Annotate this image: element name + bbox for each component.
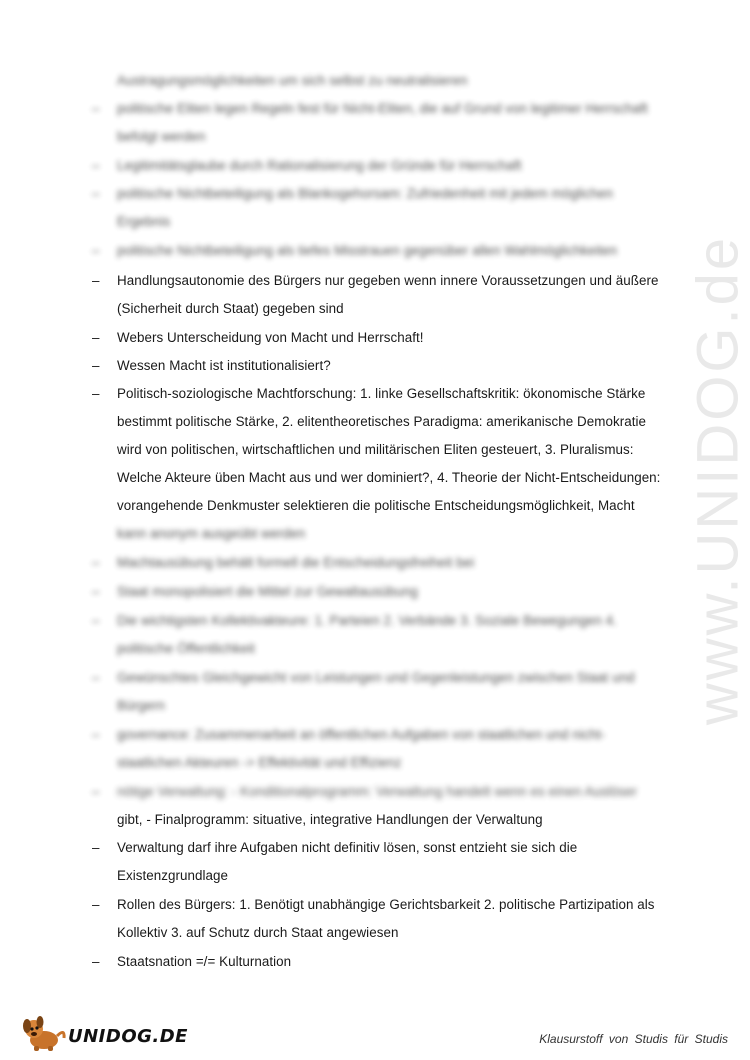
- footer-tagline: Klausurstoff von Studis für Studis: [539, 1032, 728, 1046]
- bullet-dash: –: [92, 954, 100, 969]
- bullet-dash: –: [92, 897, 100, 912]
- text-line: Welche Akteure üben Macht aus und wer dominiert?, 4. Theorie der Nicht-Entscheidungen:: [117, 470, 661, 485]
- bullet-dash: –: [92, 243, 100, 258]
- text-line: Politisch-soziologische Machtforschung: 1. linke Gesellschaftskritik: ökonomische Stärke: [117, 386, 646, 401]
- text-line: wird von politischen, wirtschaftlichen und militärischen Eliten gesteuert, 3. Pluralismus:: [117, 442, 634, 457]
- logo-text: UNIDOG.DE: [68, 1026, 188, 1047]
- text-line: befolgt werden: [117, 129, 206, 144]
- text-line: Gewünschtes Gleichgewicht von Leistungen und Gegenleistungen zwischen Staat und: [117, 670, 635, 685]
- bullet-dash: –: [92, 386, 100, 401]
- watermark: www.UNIDOG.de: [685, 234, 750, 726]
- text-line: nötige Verwaltung: - Konditionalprogramm: Verwaltung handelt wenn es einen Auslöser: [117, 784, 638, 799]
- text-line: politische Nichtbeteiligung als Blankogehorsam: Zufriedenheit mit jedem möglichen: [117, 186, 614, 201]
- text-line: kann anonym ausgeübt werden: [117, 526, 306, 541]
- bullet-dash: –: [92, 613, 100, 628]
- bullet-dash: –: [92, 358, 100, 373]
- text-line: Legitimitätsglaube durch Rationalisierung der Gründe für Herrschaft: [117, 158, 522, 173]
- bullet-dash: –: [92, 186, 100, 201]
- text-line: politische Nichtbeteiligung als tiefes Misstrauen gegenüber allen Wahlmöglichkeiten: [117, 243, 618, 258]
- text-line: Bürgern: [117, 698, 165, 713]
- text-line: governance: Zusammenarbeit an öffentlichen Aufgaben von staatlichen und nicht-: [117, 727, 606, 742]
- text-line: Rollen des Bürgers: 1. Benötigt unabhängige Gerichtsbarkeit 2. politische Partizipation als: [117, 897, 655, 912]
- text-line: politische Öffentlichkeit: [117, 641, 255, 656]
- text-line: Ergebnis: [117, 214, 171, 229]
- bullet-dash: –: [92, 330, 100, 345]
- bullet-dash: –: [92, 158, 100, 173]
- text-line: Webers Unterscheidung von Macht und Herrschaft!: [117, 330, 424, 345]
- text-line: Staatsnation =/= Kulturnation: [117, 954, 292, 969]
- text-line: Die wichtigsten Kollektivakteure: 1. Parteien 2. Verbände 3. Soziale Bewegungen 4.: [117, 613, 617, 628]
- bullet-dash: –: [92, 727, 100, 742]
- dog-mascot-icon: [20, 1014, 70, 1052]
- text-line: staatlichen Akteuren -> Effektivität und Effizienz: [117, 755, 402, 770]
- text-line: Austragungsmöglichkeiten um sich selbst zu neutralisieren: [117, 73, 468, 88]
- text-line: Machtausübung behält formell die Entscheidungsfreiheit bei: [117, 555, 475, 570]
- text-line: (Sicherheit durch Staat) gegeben sind: [117, 301, 344, 316]
- text-line: Kollektiv 3. auf Schutz durch Staat angewiesen: [117, 925, 399, 940]
- bullet-dash: –: [92, 273, 100, 288]
- bullet-dash: –: [92, 784, 100, 799]
- text-line: gibt, - Finalprogramm: situative, integrative Handlungen der Verwaltung: [117, 812, 543, 827]
- text-line: Existenzgrundlage: [117, 868, 229, 883]
- bullet-dash: –: [92, 584, 100, 599]
- bullet-dash: –: [92, 670, 100, 685]
- text-line: Staat monopolisiert die Mittel zur Gewaltausübung: [117, 584, 418, 599]
- text-line: bestimmt politische Stärke, 2. elitentheoretisches Paradigma: amerikanische Demokratie: [117, 414, 646, 429]
- text-line: Verwaltung darf ihre Aufgaben nicht definitiv lösen, sonst entzieht sie sich die: [117, 840, 578, 855]
- bullet-dash: –: [92, 840, 100, 855]
- text-line: politische Eliten legen Regeln fest für Nicht-Eliten, die auf Grund von legitimer Herrschaft: [117, 101, 648, 116]
- text-line: vorangehende Denkmuster selektieren die politische Entscheidungsmöglichkeit, Macht: [117, 498, 635, 513]
- text-line: Handlungsautonomie des Bürgers nur gegeben wenn innere Voraussetzungen und äußere: [117, 273, 659, 288]
- text-line: Wessen Macht ist institutionalisiert?: [117, 358, 331, 373]
- unidog-logo: [20, 1014, 188, 1052]
- bullet-dash: –: [92, 101, 100, 116]
- bullet-dash: –: [92, 555, 100, 570]
